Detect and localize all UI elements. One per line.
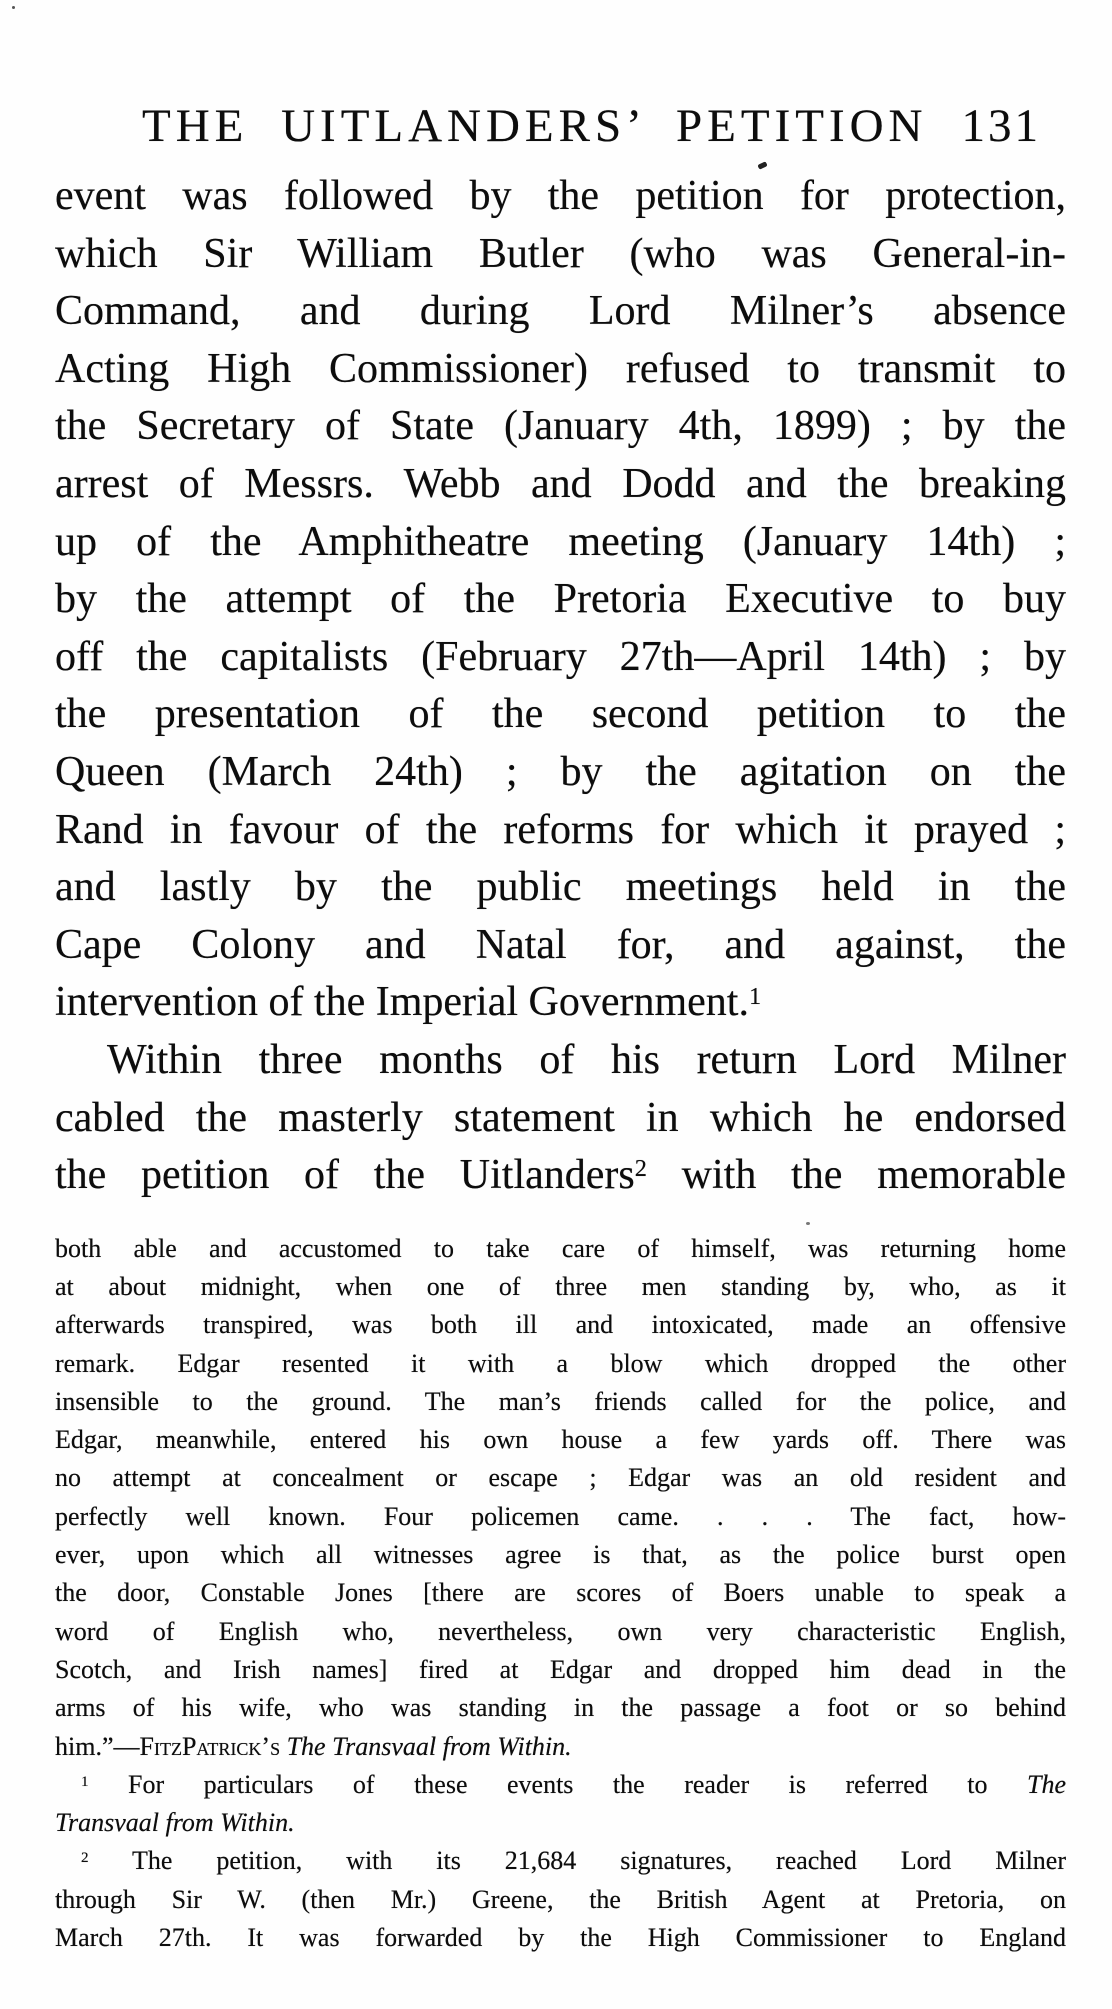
footnote-line: Scotch, and Irish names] fired at Edgar and dropped him dead in the xyxy=(55,1654,1066,1684)
page-number: 131 xyxy=(961,100,1041,152)
footnote-reference-1: 1 xyxy=(748,982,762,1010)
footnote-1-line xyxy=(55,1766,1066,1804)
footnote-attribution-line xyxy=(55,1728,1066,1766)
footnote-line: insensible to the ground. The man’s friends called for the police, and xyxy=(55,1386,1066,1416)
body-line-paragraph-start: Within three months of his return Lord Milner xyxy=(107,1036,1066,1083)
running-head xyxy=(55,96,1066,156)
footnote-line: afterwards transpired, was both ill and intoxicated, made an offensive xyxy=(55,1310,1066,1340)
body-line: the Secretary of State (January 4th, 1899) ; by the xyxy=(55,403,1066,450)
footnote-2-line: through Sir W. (then Mr.) Greene, the British Agent at Pretoria, on xyxy=(55,1884,1066,1914)
body-line: Acting High Commissioner) refused to transmit to xyxy=(55,345,1066,392)
page-title: THE UITLANDERS’ PETITION xyxy=(141,100,928,152)
body-line-text: intervention of the Imperial Government. xyxy=(55,979,749,1026)
body-line xyxy=(55,1147,1066,1205)
body-line: arrest of Messrs. Webb and Dodd and the breaking xyxy=(55,460,1066,507)
body-line: Cape Colony and Natal for, and against, the xyxy=(55,921,1066,968)
footnote-2-text: The petition, with its 21,684 signatures, reached Lord Milner xyxy=(88,1846,1066,1876)
body-text xyxy=(55,168,1066,1205)
footnote-line: no attempt at concealment or escape ; Edgar was an old resident and xyxy=(55,1463,1066,1493)
footnote-line: both able and accustomed to take care of himself, was returning home xyxy=(55,1233,1066,1263)
body-line: up of the Amphitheatre meeting (January 14th) ; xyxy=(55,518,1066,565)
body-line: Queen (March 24th) ; by the agitation on the xyxy=(55,748,1066,795)
footnote-block xyxy=(55,1230,1066,1958)
scan-speck xyxy=(12,6,15,9)
footnote-line: the door, Constable Jones [there are scores of Boers unable to speak a xyxy=(55,1578,1066,1608)
footnote-line: perfectly well known. Four policemen came. . . . The fact, how- xyxy=(55,1501,1066,1531)
body-line: which Sir William Butler (who was General-in- xyxy=(55,230,1066,277)
footnote-1-line: Transvaal from Within. xyxy=(55,1808,295,1838)
footnote-2-line: March 27th. It was forwarded by the High Commissioner to England xyxy=(55,1923,1066,1953)
body-line-text: the petition of the Uitlanders xyxy=(55,1152,635,1199)
footnote-2-marker: 2 xyxy=(81,1850,89,1867)
body-line: and lastly by the public meetings held in the xyxy=(55,864,1066,911)
book-title: The Transvaal from Within. xyxy=(280,1731,572,1761)
footnote-1-text: For particulars of these events the reader is referred to xyxy=(88,1769,1027,1799)
attribution-text: him.”— xyxy=(55,1731,140,1761)
footnote-reference-2: 2 xyxy=(634,1155,647,1183)
footnote-line: at about midnight, when one of three men standing by, who, as it xyxy=(55,1271,1066,1301)
body-line: cabled the masterly statement in which he endorsed xyxy=(55,1094,1066,1141)
body-line: the presentation of the second petition to the xyxy=(55,691,1066,738)
body-line: Rand in favour of the reforms for which it prayed ; xyxy=(55,806,1066,853)
body-line: event was followed by the petition for protection, xyxy=(55,173,1066,219)
footnote-line: remark. Edgar resented it with a blow which dropped the other xyxy=(55,1348,1066,1378)
footnote-line: arms of his wife, who was standing in the passage a foot or so behind xyxy=(55,1693,1066,1723)
body-line xyxy=(55,974,1066,1032)
author-name: FitzPatrick’s xyxy=(139,1731,281,1761)
scan-speck xyxy=(806,1222,810,1225)
footnote-line: Edgar, meanwhile, entered his own house a few yards off. There was xyxy=(55,1425,1066,1455)
book-title: The xyxy=(1027,1769,1066,1799)
body-line: by the attempt of the Pretoria Executive to buy xyxy=(55,576,1066,623)
footnote-line: ever, upon which all witnesses agree is that, as the police burst open xyxy=(55,1540,1066,1570)
body-line: off the capitalists (February 27th—April 14th) ; by xyxy=(55,633,1066,680)
footnote-1-marker: 1 xyxy=(81,1773,89,1790)
footnote-line: word of English who, nevertheless, own very characteristic English, xyxy=(55,1616,1066,1646)
body-line: Command, and during Lord Milner’s absence xyxy=(55,288,1066,335)
footnote-2-line xyxy=(55,1842,1066,1880)
body-line-text: with the memorable xyxy=(646,1152,1066,1199)
